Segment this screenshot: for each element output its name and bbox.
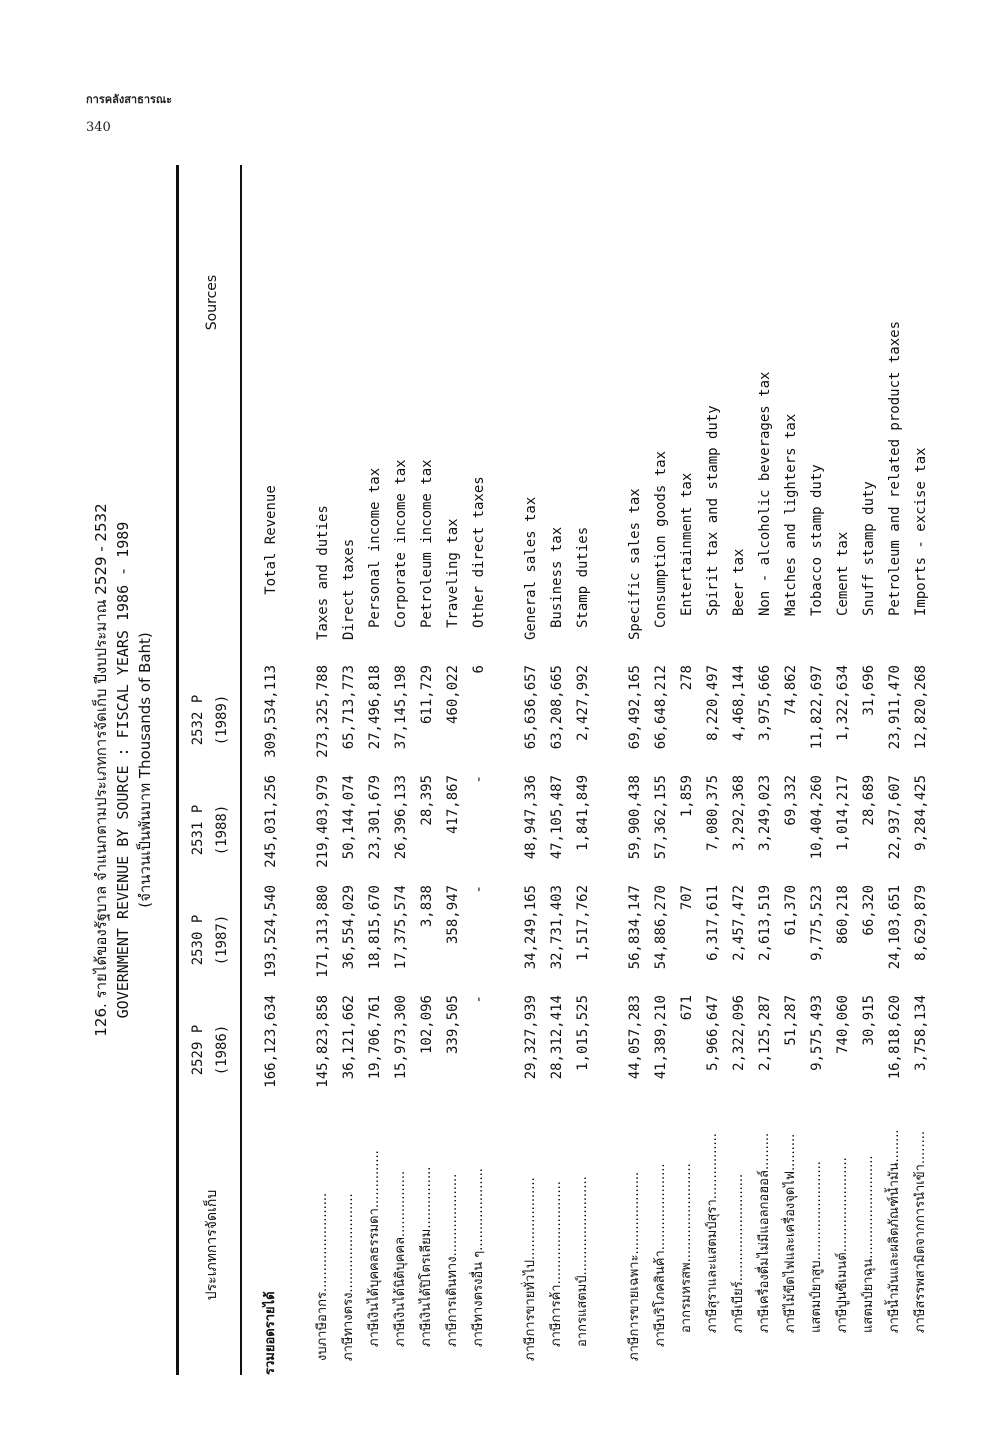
table-row [726,165,752,1375]
row-label-thai: ภาษีการขายทั่วไป.................... [523,1177,538,1361]
row-value: 44,057,283 [627,995,643,1080]
year-ad: (1988) [214,804,230,856]
title-thai: 126. รายได้ของรัฐบาล จำแนกตามประเภทการจัดเก็บ ปีงบประมาณ 2529 - 2532 [92,503,110,1037]
row-value: 57,362,155 [653,775,669,860]
table-row [700,165,726,1375]
table-row [258,165,284,1375]
row-label-english: Snuff stamp duty [861,481,877,616]
row-value: 3,758,134 [913,995,929,1071]
row-label-thai: แสตมป์ยาสูบ........................ [809,1161,824,1333]
title-english: GOVERNMENT REVENUE BY SOURCE : FISCAL YEARS 1986 - 1989 [114,521,132,1019]
col-header-year-1986 [186,995,234,1105]
row-label-thai: รวมยอดรายได้ [263,1291,278,1375]
table-row [856,165,882,1375]
row-value: - [471,775,487,784]
row-value: 3,249,023 [757,775,773,851]
row-label-english: Petroleum income tax [419,459,435,628]
row-value: 102,096 [419,995,435,1055]
row-value: 22,937,607 [887,775,903,860]
row-value: 2,322,096 [731,995,747,1071]
row-value: 19,706,761 [367,995,383,1080]
row-value: 23,911,470 [887,665,903,750]
row-value: 29,327,939 [523,995,539,1080]
row-value: 6,317,611 [705,885,721,961]
table-row [752,165,778,1375]
row-value: 47,105,487 [549,775,565,860]
table-row [882,165,908,1375]
rotated-table [90,165,930,1375]
row-value: 339,505 [445,995,461,1055]
row-value: 3,975,666 [757,665,773,741]
row-label-thai: แสตมป์ยาฉุน......................... [861,1155,876,1333]
row-label-english: Total Revenue [263,485,279,595]
row-value: 12,820,268 [913,665,929,750]
table-row [518,165,544,1375]
top-rule [176,165,179,1375]
row-label-english: Other direct taxes [471,476,487,628]
row-value: 30,915 [861,995,877,1046]
row-value: 740,060 [835,995,851,1055]
table-row [544,165,570,1375]
row-label-english: Traveling tax [445,518,461,628]
row-value: 56,834,147 [627,885,643,970]
table-row [310,165,336,1375]
table-row [570,165,596,1375]
col-header-year-1987 [186,885,234,995]
table-row [388,165,414,1375]
row-value: 28,395 [419,775,435,826]
year-label: 2531 P [190,804,206,856]
row-label-english: Taxes and duties [315,505,331,640]
row-label-thai: ภาษีสุราและแสตมป์สุรา................ [705,1133,720,1333]
row-value: 5,966,647 [705,995,721,1071]
table-row [414,165,440,1375]
row-label-thai: อากรมหรสพ........................ [679,1163,694,1333]
row-label-thai: ภาษีไม้ขีดไฟและเครื่องจุดไฟ......... [783,1133,798,1333]
row-value: 41,389,210 [653,995,669,1080]
year-ad: (1986) [214,1024,230,1076]
row-value: 8,629,879 [913,885,929,961]
row-value: 66,320 [861,885,877,936]
row-value: 171,313,880 [315,885,331,978]
row-label-thai: งบภาษีอากร........................ [315,1192,330,1361]
row-label-thai: ภาษีการค้า......................... [549,1181,564,1347]
table-row [622,165,648,1375]
row-value: 6 [471,665,487,674]
year-ad: (1989) [214,694,230,746]
row-value: 2,125,287 [757,995,773,1071]
row-label-english: Specific sales tax [627,488,643,640]
title-unit: (จำนวนเป็นพันบาท Thousands of Baht) [136,632,154,908]
table-title [90,165,156,1375]
row-label-thai: ภาษีเงินได้ปิโตรเลียม............... [419,1166,434,1347]
row-label-english: Non - alcoholic beverages tax [757,371,773,616]
row-value: 1,015,525 [575,995,591,1071]
year-ad: (1987) [214,914,230,966]
row-label-english: Consumption goods tax [653,450,669,628]
row-value: 26,396,133 [393,775,409,860]
row-value: 65,636,657 [523,665,539,750]
row-value: 17,375,574 [393,885,409,970]
row-value: 278 [679,665,695,691]
table-row [804,165,830,1375]
row-value: 145,823,858 [315,995,331,1088]
header-rule [240,165,242,1375]
row-label-thai: ภาษีน้ำมันและผลิตภัณฑ์น้ำมัน........ [887,1129,902,1333]
table-row [674,165,700,1375]
row-value: 66,648,212 [653,665,669,750]
row-value: 27,496,818 [367,665,383,750]
row-label-thai: ภาษีเงินได้นิติบุคคล................ [393,1170,408,1347]
row-value: 9,284,425 [913,775,929,851]
table-row [908,165,934,1375]
row-value: 69,492,165 [627,665,643,750]
row-value: 166,123,634 [263,995,279,1088]
row-value: 32,731,403 [549,885,565,970]
table-row [830,165,856,1375]
row-label-thai: ภาษีทางตรงอื่น ๆ.................... [471,1168,486,1347]
row-label-english: Cement tax [835,531,851,616]
row-value: 1,014,217 [835,775,851,851]
table-row [362,165,388,1375]
row-value: 671 [679,995,695,1021]
table-row [336,165,362,1375]
row-label-thai: ภาษีเงินได้บุคคลธรรมดา.............. [367,1150,382,1347]
row-label-english: Beer tax [731,548,747,616]
row-value: 36,554,029 [341,885,357,970]
row-value: 273,325,788 [315,665,331,758]
row-value: 34,249,165 [523,885,539,970]
row-value: 48,947,336 [523,775,539,860]
row-value: 7,080,375 [705,775,721,851]
row-label-thai: ภาษีบริโภคสินค้า..................... [653,1163,668,1347]
table-row [648,165,674,1375]
row-label-thai: ภาษีการเดินทาง.................... [445,1173,460,1347]
table-row [778,165,804,1375]
row-value: 219,403,979 [315,775,331,868]
row-value: 193,524,540 [263,885,279,978]
row-value: 9,775,523 [809,885,825,961]
row-value: 417,867 [445,775,461,835]
row-label-thai: ภาษีทางตรง........................ [341,1193,356,1361]
row-value: 10,404,260 [809,775,825,860]
row-value: 11,822,697 [809,665,825,750]
row-value: 4,468,144 [731,665,747,741]
table-row [440,165,466,1375]
publication-name: การคลังสาธารณะ [86,93,173,106]
table-row [466,165,492,1375]
row-value: 36,121,662 [341,995,357,1080]
row-value: 358,947 [445,885,461,945]
row-value: 31,696 [861,665,877,716]
row-value: 28,312,414 [549,995,565,1080]
row-label-english: Business tax [549,526,565,628]
row-label-thai: ภาษีการขายเฉพาะ.................... [627,1171,642,1361]
row-value: 2,613,519 [757,885,773,961]
col-header-thai: ประเภทการจัดเก็บ [204,1189,220,1301]
row-value: 28,689 [861,775,877,826]
year-label: 2530 P [190,914,206,966]
row-label-english: Personal income tax [367,467,383,628]
row-value: 59,900,438 [627,775,643,860]
row-value: 611,729 [419,665,435,725]
row-label-thai: อากรแสตมป์........................ [575,1176,590,1347]
row-value: - [471,995,487,1004]
row-value: 2,427,992 [575,665,591,741]
row-value: 16,818,620 [887,995,903,1080]
year-label: 2532 P [190,694,206,746]
row-value: 1,841,849 [575,775,591,851]
col-header-year-1988 [186,775,234,885]
row-value: 61,370 [783,885,799,936]
row-value: 50,144,074 [341,775,357,860]
row-value: 69,332 [783,775,799,826]
page-number: 340 [86,120,111,135]
row-label-english: Stamp duties [575,526,591,628]
row-value: 37,145,198 [393,665,409,750]
row-value: 54,886,270 [653,885,669,970]
row-value: 8,220,497 [705,665,721,741]
row-value: 74,862 [783,665,799,716]
row-label-english: Petroleum and related product taxes [887,320,903,616]
row-label-english: Entertainment tax [679,472,695,616]
row-value: 15,973,300 [393,995,409,1080]
row-label-english: Matches and lighters tax [783,413,799,616]
row-label-english: General sales tax [523,496,539,640]
year-label: 2529 P [190,1024,206,1076]
row-value: 63,208,665 [549,665,565,750]
row-value: 1,517,762 [575,885,591,961]
row-value: 23,301,679 [367,775,383,860]
row-label-thai: ภาษีเครื่องดื่มไม่มีแอลกอฮอล์......... [757,1132,772,1333]
row-label-english: Spirit tax and stamp duty [705,405,721,616]
row-label-thai: ภาษีปูนซีเมนต์....................... [835,1157,850,1333]
row-label-thai: ภาษีเบียร์.......................... [731,1173,746,1333]
row-label-thai: ภาษีสรรพสามิตจากการนำเข้า........ [913,1131,928,1333]
row-value: 24,103,651 [887,885,903,970]
row-label-english: Tobacco stamp duty [809,464,825,616]
row-value: 860,218 [835,885,851,945]
row-value: 3,292,368 [731,775,747,851]
row-label-english: Corporate income tax [393,459,409,628]
row-value: 18,815,670 [367,885,383,970]
row-value: - [471,885,487,894]
row-value: 1,322,634 [835,665,851,741]
row-value: 1,859 [679,775,695,818]
row-value: 2,457,472 [731,885,747,961]
col-header-sources: Sources [204,274,220,331]
row-value: 3,838 [419,885,435,928]
row-value: 9,575,493 [809,995,825,1071]
row-label-english: Imports - excise tax [913,447,929,616]
row-value: 51,287 [783,995,799,1046]
col-header-year-1989 [186,665,234,775]
row-value: 460,022 [445,665,461,725]
row-value: 707 [679,885,695,911]
row-value: 245,031,256 [263,775,279,868]
row-label-english: Direct taxes [341,538,357,640]
row-value: 65,713,773 [341,665,357,750]
row-value: 309,534,113 [263,665,279,758]
